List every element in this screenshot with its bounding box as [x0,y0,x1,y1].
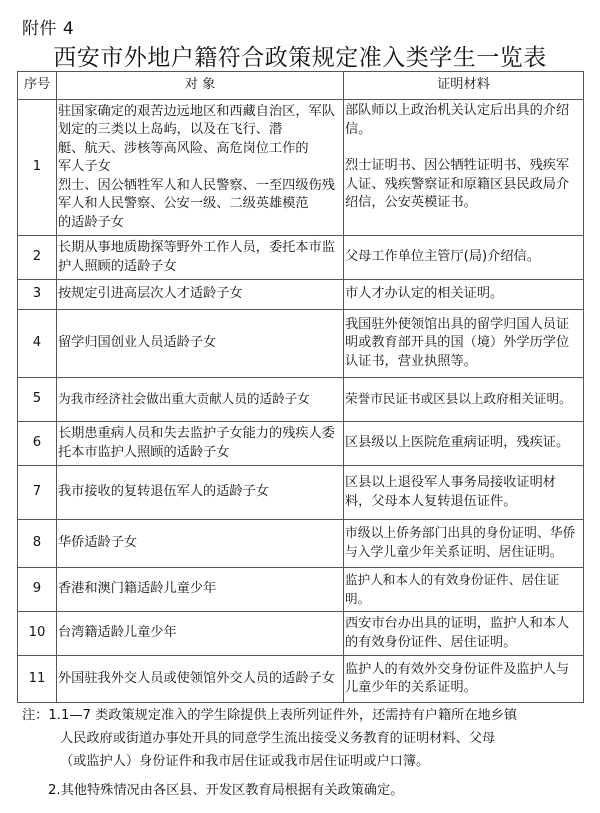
row-proof: 市级以上侨务部门出具的身份证明、华侨与入学儿童少年关系证明、居住证明。 [344,520,584,568]
row-number: 6 [18,422,57,466]
attachment-label: 附件 4 [22,19,75,39]
row-object: 外国驻我外交人员或使领馆外交人员的适龄子女 [57,656,344,703]
table-row [18,280,584,310]
row-number: 5 [18,378,57,422]
row-object: 为我市经济社会做出重大贡献人员的适龄子女 [57,378,344,422]
row-proof: 西安市台办出具的证明，监护人和本人的有效身份证件、居住证明。 [344,612,584,656]
table-row [18,612,584,656]
row-object [57,100,344,236]
row-object: 台湾籍适龄儿童少年 [57,612,344,656]
column-header-number: 序号 [18,72,57,100]
row-object: 华侨适龄子女 [57,520,344,568]
table-row [18,378,584,422]
row-proof: 区县以上退役军人事务局接收证明材料，父母本人复转退伍证件。 [344,466,584,520]
object-line: 烈士、因公牺牲军人和人民警察、一至四级伤残军人和人民警察、公安一级、二级英雄模范 [58,177,335,212]
table-row [18,100,584,236]
row-object: 按规定引进高层次人才适龄子女 [57,280,344,310]
note-1-line-1: 注：1.1—7 类政策规定准入的学生除提供上表所列证件外，还需持有户籍所在地乡镇 [22,708,518,723]
note-1-line-2: 人民政府或街道办事处开具的同意学生流出接受义务教育的证明材料、父母 [60,731,496,746]
row-object: 香港和澳门籍适龄儿童少年 [57,568,344,612]
row-object: 留学归国创业人员适龄子女 [57,310,344,378]
row-proof: 市人才办认定的相关证明。 [344,280,584,310]
row-number: 11 [18,656,57,703]
row-number: 8 [18,520,57,568]
row-number: 2 [18,236,57,280]
row-number: 4 [18,310,57,378]
row-proof: 荣誉市民证书或区县以上政府相关证明。 [344,378,584,422]
row-proof: 区县级以上医院危重病证明，残疾证。 [344,422,584,466]
row-proof: 监护人和本人的有效身份证件、居住证明。 [344,568,584,612]
row-number: 3 [18,280,57,310]
row-proof [344,100,584,236]
object-line: 的适龄子女 [58,214,124,230]
row-number: 10 [18,612,57,656]
row-number: 9 [18,568,57,612]
table-row [18,656,584,703]
footnotes [22,704,592,802]
row-object: 长期从事地质勘探等野外工作人员，委托本市监护人照顾的适龄子女 [57,236,344,280]
row-proof: 监护人的有效外交身份证件及监护人与儿童少年的关系证明。 [344,656,584,703]
column-header-object: 对 象 [57,72,344,100]
note-1-line-3: （或监护人）身份证件和我市居住证或我市居住证明或户口簿。 [60,754,430,769]
column-header-proof: 证明材料 [344,72,584,100]
students-table [17,71,584,703]
row-number: 7 [18,466,57,520]
object-line: 军人子女 [58,159,111,175]
table-row [18,466,584,520]
object-line: 艇、航天、涉核等高风险、高危岗位工作的 [58,140,309,156]
table-row [18,236,584,280]
row-object: 我市接收的复转退伍军人的适龄子女 [57,466,344,520]
table-row [18,422,584,466]
proof-line: 烈士证明书、因公牺牲证明书、残疾军人证、残疾警察证和原籍区县民政局介绍信，公安英模证书。 [345,158,570,210]
row-object: 长期患重病人员和失去监护子女能力的残疾人委托本市监护人照顾的适龄子女 [57,422,344,466]
table-header-row [18,72,584,100]
proof-line: 部队师以上政治机关认定后出具的介绍信。 [345,103,570,137]
row-proof: 我国驻外使领馆出具的留学归国人员证明或教育部开具的国（境）外学历学位认证书，营业执照等。 [344,310,584,378]
note-2: 2.其他特殊情况由各区县、开发区教育局根据有关政策确定。 [48,783,404,798]
table-row [18,520,584,568]
row-number: 1 [18,100,57,236]
table-row [18,568,584,612]
table-row [18,310,584,378]
row-proof: 父母工作单位主管厅(局)介绍信。 [344,236,584,280]
page-title: 西安市外地户籍符合政策规定准入类学生一览表 [53,45,547,71]
object-line: 驻国家确定的艰苦边远地区和西藏自治区，军队划定的三类以上岛屿，以及在飞行、潜 [58,103,335,138]
